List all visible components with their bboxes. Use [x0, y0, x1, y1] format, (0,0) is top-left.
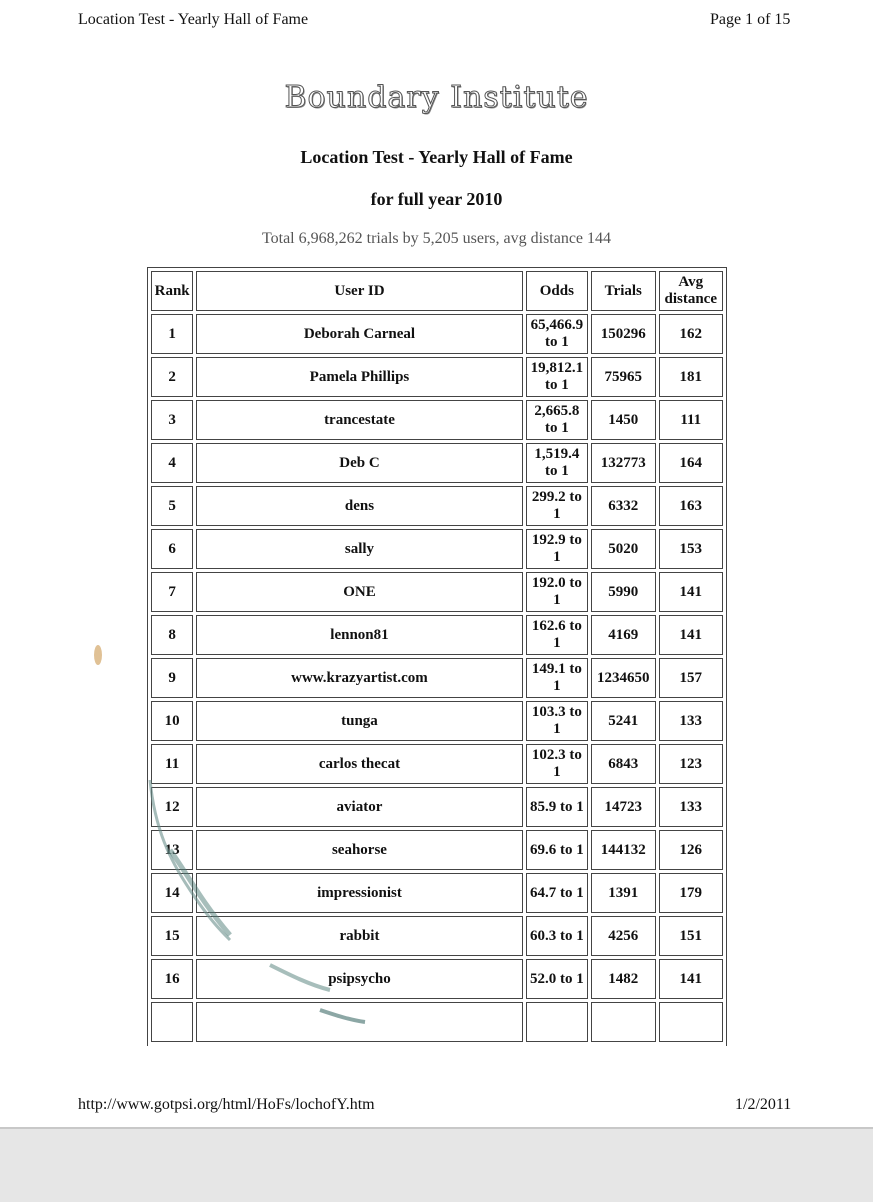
trials-cell: 1482 — [591, 959, 655, 999]
print-footer-url: http://www.gotpsi.org/html/HoFs/lochofY.htm — [78, 1096, 375, 1113]
odds-cell: 52.0 to 1 — [526, 959, 588, 999]
odds-cell: 85.9 to 1 — [526, 787, 588, 827]
odds-cell — [526, 1002, 588, 1042]
trials-cell: 5241 — [591, 701, 655, 741]
table-header-row — [151, 271, 723, 311]
rank-cell: 6 — [151, 529, 193, 569]
table-row — [151, 615, 723, 655]
table-row — [151, 572, 723, 612]
print-header-title: Location Test - Yearly Hall of Fame — [78, 11, 309, 28]
summary-text: Total 6,968,262 trials by 5,205 users, avg distance 144 — [261, 230, 612, 247]
trials-cell: 14723 — [591, 787, 655, 827]
tan-stain-mark — [88, 640, 108, 670]
rank-cell: 1 — [151, 314, 193, 354]
trials-cell — [591, 1002, 655, 1042]
odds-cell: 102.3 to 1 — [526, 744, 588, 784]
rank-cell: 10 — [151, 701, 193, 741]
rank-cell: 13 — [151, 830, 193, 870]
rank-cell: 4 — [151, 443, 193, 483]
print-footer-date: 1/2/2011 — [735, 1096, 792, 1113]
table-row — [151, 314, 723, 354]
rank-cell: 16 — [151, 959, 193, 999]
ink-smudge-stain — [130, 770, 390, 1040]
user-id-cell: impressionist — [196, 873, 522, 913]
column-header-rank: Rank — [151, 271, 193, 311]
table-row — [151, 357, 723, 397]
avg-distance-cell: 164 — [659, 443, 723, 483]
rank-cell: 2 — [151, 357, 193, 397]
avg-distance-cell: 157 — [659, 658, 723, 698]
trials-cell: 144132 — [591, 830, 655, 870]
odds-cell: 19,812.1 to 1 — [526, 357, 588, 397]
rank-cell: 14 — [151, 873, 193, 913]
odds-cell: 65,466.9 to 1 — [526, 314, 588, 354]
user-id-cell: tunga — [196, 701, 522, 741]
table-row — [151, 701, 723, 741]
rank-cell: 9 — [151, 658, 193, 698]
table-row — [151, 443, 723, 483]
trials-cell: 132773 — [591, 443, 655, 483]
user-id-cell: dens — [196, 486, 522, 526]
table-row — [151, 658, 723, 698]
odds-cell: 2,665.8 to 1 — [526, 400, 588, 440]
page-subtitle: for full year 2010 — [370, 189, 503, 209]
avg-distance-cell: 133 — [659, 787, 723, 827]
trials-cell: 4256 — [591, 916, 655, 956]
print-header-page-number: Page 1 of 15 — [710, 11, 791, 28]
user-id-cell: lennon81 — [196, 615, 522, 655]
trials-cell: 4169 — [591, 615, 655, 655]
trials-cell: 6332 — [591, 486, 655, 526]
user-id-cell: seahorse — [196, 830, 522, 870]
odds-cell: 60.3 to 1 — [526, 916, 588, 956]
avg-distance-cell: 141 — [659, 959, 723, 999]
user-id-cell: psipsycho — [196, 959, 522, 999]
scan-background-strip — [0, 1127, 873, 1202]
column-header-odds: Odds — [526, 271, 588, 311]
rank-cell: 7 — [151, 572, 193, 612]
user-id-cell: www.krazyartist.com — [196, 658, 522, 698]
column-header-avg-distance: Avg distance — [659, 271, 723, 311]
user-id-cell: Deborah Carneal — [196, 314, 522, 354]
page-title: Location Test - Yearly Hall of Fame — [300, 147, 573, 167]
user-id-cell: Deb C — [196, 443, 522, 483]
odds-cell: 69.6 to 1 — [526, 830, 588, 870]
odds-cell: 103.3 to 1 — [526, 701, 588, 741]
boundary-institute-logo: Boundary Institute — [284, 80, 589, 115]
odds-cell: 64.7 to 1 — [526, 873, 588, 913]
odds-cell: 192.9 to 1 — [526, 529, 588, 569]
user-id-cell: carlos thecat — [196, 744, 522, 784]
avg-distance-cell: 163 — [659, 486, 723, 526]
odds-cell: 192.0 to 1 — [526, 572, 588, 612]
trials-cell: 1234650 — [591, 658, 655, 698]
odds-cell: 1,519.4 to 1 — [526, 443, 588, 483]
trials-cell: 75965 — [591, 357, 655, 397]
trials-cell: 6843 — [591, 744, 655, 784]
user-id-cell: ONE — [196, 572, 522, 612]
avg-distance-cell: 181 — [659, 357, 723, 397]
avg-distance-cell — [659, 1002, 723, 1042]
trials-cell: 1450 — [591, 400, 655, 440]
rank-cell: 5 — [151, 486, 193, 526]
user-id-cell: trancestate — [196, 400, 522, 440]
avg-distance-cell: 141 — [659, 615, 723, 655]
odds-cell: 299.2 to 1 — [526, 486, 588, 526]
odds-cell: 149.1 to 1 — [526, 658, 588, 698]
avg-distance-cell: 123 — [659, 744, 723, 784]
user-id-cell: aviator — [196, 787, 522, 827]
odds-cell: 162.6 to 1 — [526, 615, 588, 655]
avg-distance-cell: 126 — [659, 830, 723, 870]
trials-cell: 5020 — [591, 529, 655, 569]
column-header-trials: Trials — [591, 271, 655, 311]
avg-distance-cell: 162 — [659, 314, 723, 354]
avg-distance-cell: 141 — [659, 572, 723, 612]
table-row — [151, 486, 723, 526]
rank-cell: 11 — [151, 744, 193, 784]
user-id-cell: rabbit — [196, 916, 522, 956]
trials-cell: 5990 — [591, 572, 655, 612]
rank-cell: 8 — [151, 615, 193, 655]
avg-distance-cell: 151 — [659, 916, 723, 956]
avg-distance-cell: 111 — [659, 400, 723, 440]
avg-distance-cell: 179 — [659, 873, 723, 913]
table-row — [151, 400, 723, 440]
column-header-user-id: User ID — [196, 271, 522, 311]
avg-distance-cell: 133 — [659, 701, 723, 741]
avg-distance-cell: 153 — [659, 529, 723, 569]
user-id-cell: sally — [196, 529, 522, 569]
rank-cell: 3 — [151, 400, 193, 440]
trials-cell: 1391 — [591, 873, 655, 913]
table-row — [151, 529, 723, 569]
trials-cell: 150296 — [591, 314, 655, 354]
rank-cell: 12 — [151, 787, 193, 827]
user-id-cell: Pamela Phillips — [196, 357, 522, 397]
rank-cell: 15 — [151, 916, 193, 956]
